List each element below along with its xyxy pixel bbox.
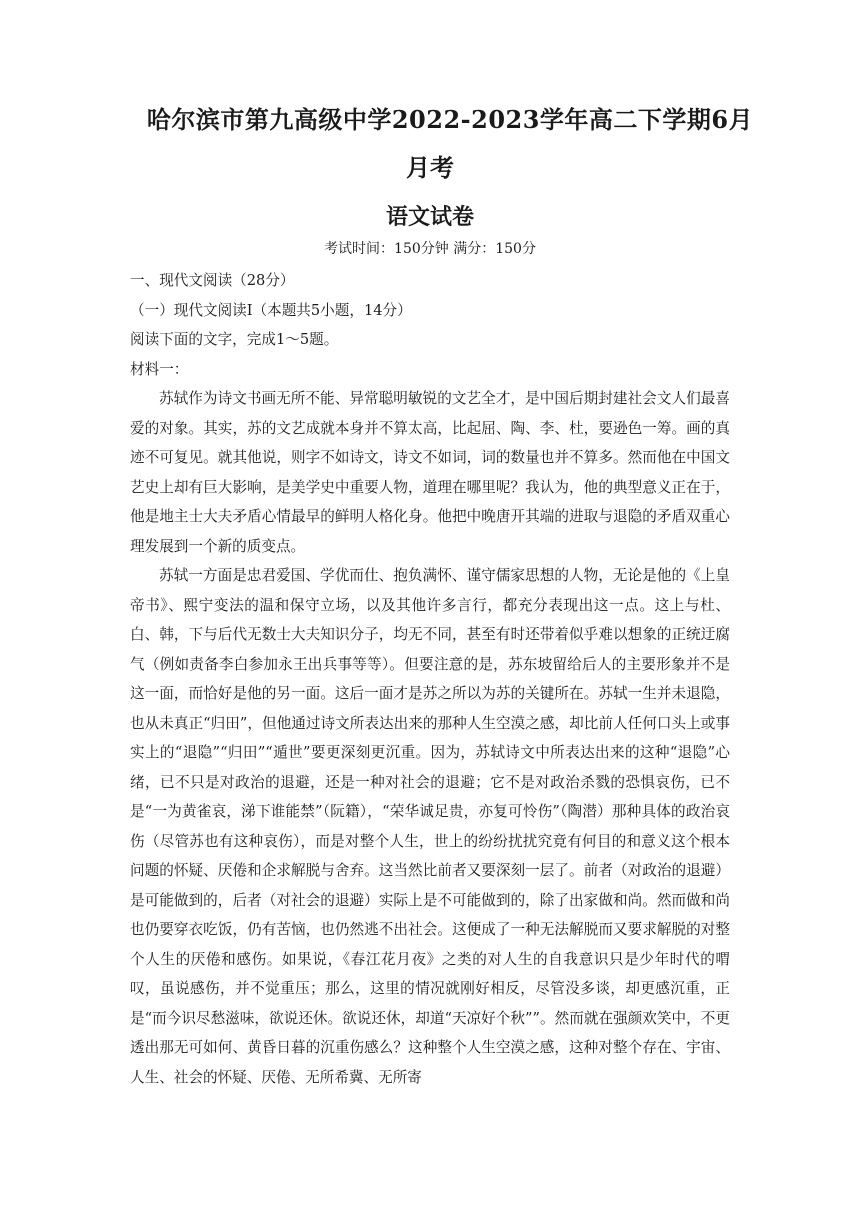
section-heading: 一、现代文阅读（28分） — [130, 272, 295, 289]
instruction-text: 阅读下面的文字，完成1～5题。 — [130, 331, 339, 348]
exam-subject: 语文试卷 — [385, 204, 474, 230]
exam-title-continued: 月考 — [406, 153, 454, 182]
paragraph-2: 苏轼一方面是忠君爱国、学优而仕、抱负满怀、谨守儒家思想的人物，无论是他的《上皇帝书》、熙宁变法的温和保守立场，以及其他许多言行，都充分表现出这一点。这上与杜、白、韩，下与后代无数士大夫知识分子，均无不同，甚至有时还带着似乎难以想象的正统迂腐气（例如责备李白参加永王出兵事等等）。但要注意的是，苏东坡留给后人的主要形象并不是这一面，而恰好是他的另一面。这后一面才是苏之所以为苏的关键所在。苏轼一生并未退隐，也从未真正“归田”，但他通过诗文所表达出来的那种人生空漠之感，却比前人任何口头上或事实上的“退隐”“归田”“遁世”要更深刻更沉重。因为，苏轼诗文中所表达出来的这种“退隐”心绪，已不只是对政治的退避，还是一种对社会的退避；它不是对政治杀戮的恐惧哀伤，已不是“一为黄雀哀，涕下谁能禁”（阮籍），“荣华诚足贵，亦复可怜伤”（陶潜）那种具体的政治哀伤（尽管苏也有这种哀伤），而是对整个人生，世上的纷纷扰扰究竟有何目的和意义这个根本问题的怀疑、厌倦和企求解脱与舍弃。这当然比前者又要深刻一层了。前者（对政治的退避）是可能做到的，后者（对社会的退避）实际上是不可能做到的，除了出家做和尚。然而做和尚也仍要穿衣吃饭，仍有苦恼，也仍然逃不出社会。这便成了一种无法解脱而又要求解脱的对整个人生的厌倦和感伤。如果说，《春江花月夜》之类的对人生的自我意识只是少年时代的喟叹，虽说感伤，并不觉重压；那么，这里的情况就刚好相反，尽管没多谈，却更感沉重，正是“而今识尽愁滋味，欲说还休。欲说还休，却道“天凉好个秋””。然而就在强颜欢笑中，不更透出那无可如何、黄昏日暮的沉重伤感么？这种整个人生空漠之感，这种对整个存在、宇宙、人生、社会的怀疑、厌倦、无所希冀、无所寄 — [130, 567, 730, 1086]
section-subheading: （一）现代文阅读I（本题共5小题，14分） — [130, 301, 412, 319]
exam-info: 考试时间：150分钟 满分：150分 — [324, 241, 536, 257]
exam-title: 哈尔滨市第九高级中学2022-2023学年高二下学期6月 — [146, 105, 754, 134]
material-label: 材料一： — [130, 360, 189, 378]
title-block — [0, 100, 860, 234]
document-body — [130, 266, 730, 1092]
paragraph-1: 苏轼作为诗文书画无所不能、异常聪明敏锐的文艺全才，是中国后期封建社会文人们最喜爱的对象。其实，苏的文艺成就本身并不算太高，比起屈、陶、李、杜，要逊色一筹。画的真迹不可复见。就其他说，则字不如诗文，诗文不如词，词的数量也并不算多。然而他在中国文艺史上却有巨大影响，是美学史中重要人物，道理在哪里呢？我认为，他的典型意义正在于，他是地主士大夫矛盾心情最早的鲜明人格化身。他把中晚唐开其端的进取与退隐的矛盾双重心理发展到一个新的质变点。 — [130, 390, 730, 555]
